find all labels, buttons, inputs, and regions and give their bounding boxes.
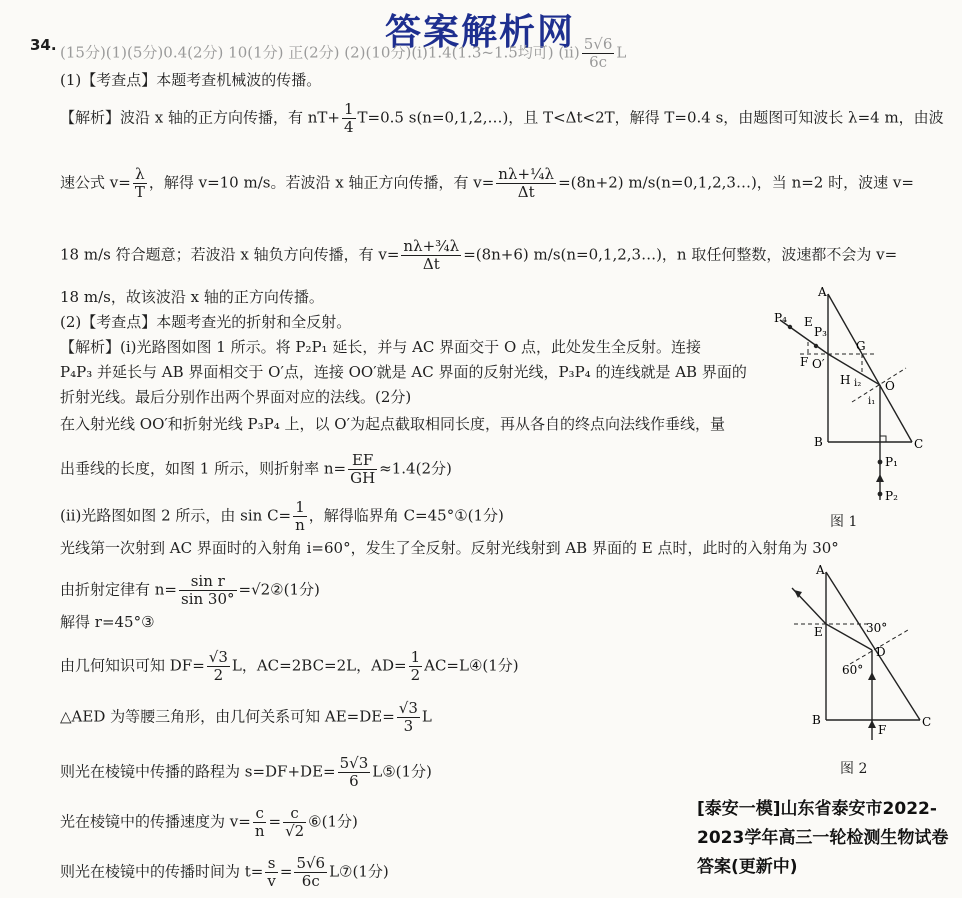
figure-2-caption: 图 2	[840, 761, 868, 777]
label-i2: i₂	[854, 378, 862, 389]
part2-line1: 【解析】(ⅰ)光路图如图 1 所示。将 P₂P₁ 延长，并与 AC 界面交于 O 点，此处发生全反射。连接	[60, 338, 702, 356]
question-number: 34.	[30, 36, 57, 54]
pin-p4	[788, 325, 792, 329]
part2-line9: 解得 r=45°③	[60, 613, 155, 631]
part2-line4: 在入射光线 OO′和折射光线 P₃P₄ 上，以 O′为起点截取相同长度，再从各自的终点向法线作垂线，量	[60, 415, 725, 433]
part2-point: (2)【考查点】本题考查光的折射和全反射。	[60, 313, 352, 331]
fraction: $\frac{\text{nλ+¼λ}}{\Delta t}$	[498, 165, 555, 201]
part2-line5: 出垂线的长度，如图 1 所示，则折射率 n= $\frac{EF}{GH}$ ≈1.4(2分)	[60, 451, 452, 487]
fraction: $\frac{5√3}{6}$	[339, 754, 369, 790]
label-p2: P₂	[885, 489, 898, 503]
pin-p1	[878, 460, 883, 465]
part2-line7: 光线第一次射到 AC 界面时的入射角 i=60°，发生了全反射。反射光线射到 AB 界面的 E 点时，此时的入射角为 30°	[60, 539, 839, 557]
fraction: $\frac{\lambda}{T}$	[134, 165, 145, 201]
arrow-up-head-2	[868, 672, 876, 680]
fraction: $\frac{EF}{GH}$	[350, 451, 376, 487]
arrow-up-head	[868, 720, 876, 728]
figure-1-caption: 图 1	[830, 514, 858, 530]
part1-point: (1)【考查点】本题考查机械波的传播。	[60, 71, 322, 89]
part2-line3: 折射光线。最后分别作出两个界面对应的法线。(2分)	[60, 388, 412, 406]
fraction: $\frac{√3}{3}$	[398, 699, 418, 735]
label-p4: P₄	[774, 311, 787, 325]
figure-2-diagram	[780, 560, 940, 750]
prism-edge-ac	[828, 294, 912, 442]
label-p1: P₁	[885, 455, 898, 469]
label-f: F	[800, 355, 809, 369]
label-b: B	[812, 713, 821, 727]
part2-line6: (ⅱ)光路图如图 2 所示，由 sin C= $\frac{1}{n}$ ，解得临界角 C=45°①(1分)	[60, 498, 504, 534]
part2-line12: 则光在棱镜中传播的路程为 s=DF+DE= $\frac{5√3}{6}$ L⑤(1分)	[60, 754, 432, 790]
label-60-degrees: 60°	[842, 663, 864, 677]
label-d: D	[876, 645, 886, 659]
label-30-degrees: 30°	[866, 621, 888, 635]
fraction: $\frac{1}{2}$	[410, 648, 421, 684]
fraction: $\frac{\text{sin r}}{\sin 30^\circ}$	[181, 572, 235, 608]
part1-line4: 18 m/s，故该波沿 x 轴的正方向传播。	[60, 288, 324, 306]
fraction: $\frac{√3}{2}$	[208, 648, 228, 684]
figure-1-diagram	[770, 282, 930, 507]
label-b: B	[814, 435, 823, 449]
part1-line1: 【解析】波沿 x 轴的正方向传播，有 nT+ $\frac{1}{4}$ T=0.5 s(n=0,1,2,…)，且 T<Δt<2T，解得 T=0.4 s，由题图可知波长 λ=4 m，由波	[60, 100, 944, 136]
part2-line2: P₄P₃ 并延长与 AB 界面相交于 O′点，连接 OO′就是 AC 界面的反射光线，P₃P₄ 的连线就是 AB 界面的	[60, 363, 747, 381]
part2-line8: 由折射定律有 n= $\frac{\text{sin r}}{\sin 30^\circ}$ =√2②(1分)	[60, 572, 320, 608]
prism-edge-ac	[826, 572, 920, 720]
pin-p2	[878, 492, 883, 497]
arrow-up-head	[876, 474, 884, 482]
answer-summary-text: (15分)(1)(5分)0.4(2分) 10(1分) 正(2分) (2)(10分)(ⅰ)1.4(1.3~1.5均可) (ⅱ)	[60, 43, 580, 62]
fraction: $\frac{1}{4}$	[344, 100, 354, 136]
part2-line14: 则光在棱镜中的传播时间为 t= $\frac{s}{v}$ = $\frac{5√6}{6c}$ L⑦(1分)	[60, 854, 389, 890]
label-c: C	[914, 437, 924, 451]
fraction: $\frac{5√6}{6c}$	[296, 854, 326, 890]
part1-line3: 18 m/s 符合题意；若波沿 x 轴负方向传播，有 v= $\frac{\text{nλ+¾λ}}{\Delta t}$ =(8n+6) m/s(n=0,1,2,3…)，n 取任何整数，波速都不会为 v=	[60, 237, 898, 273]
label-c: C	[922, 715, 932, 729]
fraction: $\frac{\text{nλ+¾λ}}{\Delta t}$	[403, 237, 460, 273]
answer-summary: (15分)(1)(5分)0.4(2分) 10(1分) 正(2分) (2)(10分)(ⅰ)1.4(1.3~1.5均可) (ⅱ) $\frac{5√6}{6c}$ L	[60, 35, 627, 71]
label-o: O	[885, 379, 895, 393]
fraction: $\frac{c}{√2}$	[285, 804, 305, 840]
label-a: A	[818, 285, 827, 299]
label-i1: i₁	[868, 396, 876, 407]
part1-line2: 速公式 v= $\frac{\lambda}{T}$ ，解得 v=10 m/s。若波沿 x 轴正方向传播，有 v= $\frac{\text{nλ+¼λ}}{\Delta t}$ =(8n+2) m/s(n=0,1,2,3…)，当 n=2 时，波速 v=	[60, 165, 914, 201]
part2-line11: △AED 为等腰三角形，由几何关系可知 AE=DE= $\frac{√3}{3}$ L	[60, 699, 432, 735]
label-o-prime: O′	[812, 357, 825, 371]
label-h: H	[840, 373, 851, 387]
label-g: G	[856, 339, 866, 353]
fraction: $\frac{5√6}{6c}$	[583, 35, 613, 71]
source-note: [泰安一模]山东省泰安市2022-2023学年高三一轮检测生物试卷 答案(更新中)	[697, 799, 949, 877]
pin-p3	[814, 344, 818, 348]
right-angle-mark	[880, 436, 886, 442]
label-f: F	[878, 723, 887, 737]
label-e: E	[804, 315, 813, 329]
part2-line13: 光在棱镜中的传播速度为 v= $\frac{c}{n}$ = $\frac{c}{√2}$ ⑥(1分)	[60, 804, 358, 840]
label-a: A	[816, 563, 825, 577]
fraction: $\frac{s}{v}$	[267, 854, 276, 890]
part2-line10: 由几何知识可知 DF= $\frac{√3}{2}$ L，AC=2BC=2L，AD= $\frac{1}{2}$ AC=L④(1分)	[60, 648, 519, 684]
fraction: $\frac{c}{n}$	[254, 804, 265, 840]
fraction: $\frac{1}{n}$	[295, 498, 305, 534]
label-p3: P₃	[814, 325, 827, 339]
label-e: E	[814, 625, 823, 639]
watermark: 答案解析网	[385, 12, 576, 53]
